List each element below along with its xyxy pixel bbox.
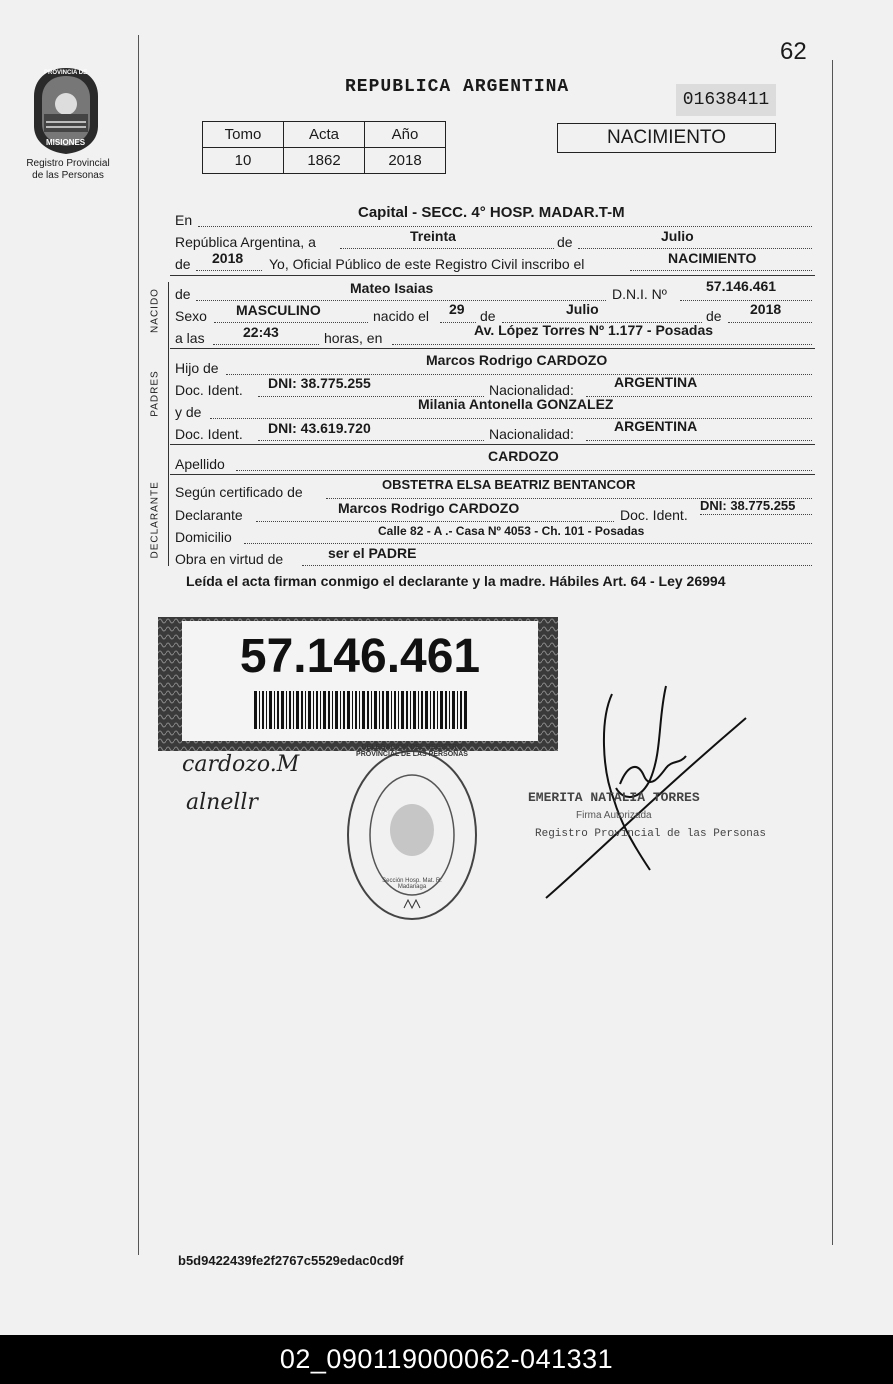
sexo-label: Sexo (175, 308, 207, 324)
section-side-line (168, 282, 169, 566)
handwritten-signature-1: cardozo.M (182, 752, 300, 777)
child-name: Mateo Isaias (350, 280, 434, 296)
father-nat: ARGENTINA (614, 374, 698, 390)
decl-doc-value: DNI: 38.775.255 (700, 498, 796, 513)
father-nac-label: Nacionalidad: (489, 382, 574, 398)
logo-org-line2: de las Personas (32, 170, 104, 181)
nacido-de-label-3: de (706, 308, 722, 324)
yde-label: y de (175, 404, 202, 420)
handwritten-signature-2: alnellr (186, 790, 258, 815)
round-seal-text: DELEGACIÓN DEL REGISTRO PROVINCIAL DE LAS PERSONAS (356, 744, 468, 758)
father-doc: DNI: 38.775.255 (268, 375, 371, 391)
left-margin-line (138, 35, 139, 1255)
dom-dots (244, 543, 812, 544)
apellido-separator (170, 474, 815, 475)
acta-header: Acta (284, 122, 365, 148)
obra-value: ser el PADRE (328, 545, 417, 561)
alas-label: a las (175, 330, 205, 346)
ano-header: Año (365, 122, 446, 148)
tomo-acta-ano-table (202, 121, 446, 174)
nacido-de-label-2: de (480, 308, 496, 324)
decl-dots (256, 521, 614, 522)
birth-day: 29 (449, 301, 465, 317)
de-label-2: de (175, 256, 191, 272)
decl-doc-dots (700, 514, 812, 515)
cert-label: Según certificado de (175, 484, 303, 500)
nacido-el-label: nacido el (373, 308, 430, 324)
nacido-separator (170, 348, 815, 349)
tomo-header: Tomo (203, 122, 284, 148)
mother-doc-dots (258, 440, 484, 441)
obra-label: Obra en virtud de (175, 551, 284, 567)
obra-dots (302, 565, 812, 566)
apellido-value: CARDOZO (488, 448, 559, 464)
barcode-icon (254, 691, 470, 729)
mother-doc-label: Doc. Ident. (175, 426, 243, 442)
acta-value: 1862 (284, 148, 365, 174)
closing-text: Leída el acta firman conmigo el declarante y la madre. Hábiles Art. 64 - Ley 26994 (186, 573, 726, 589)
padres-side-label: PADRES (149, 370, 161, 417)
month-dots (578, 248, 812, 249)
sexo-dots (214, 322, 368, 323)
day-dots (340, 248, 554, 249)
dom-label: Domicilio (175, 529, 232, 545)
official-name: EMERITA NATALIA TORRES (528, 790, 700, 805)
birth-place: Av. López Torres Nº 1.177 - Posadas (474, 322, 714, 338)
registry-logo (30, 66, 102, 156)
apellido-label: Apellido (175, 456, 225, 472)
en-label: En (175, 212, 193, 228)
father-nat-dots (586, 396, 812, 397)
decl-doc-label: Doc. Ident. (620, 507, 688, 523)
sticker-dni-number: 57.146.461 (239, 630, 481, 683)
child-dni: 57.146.461 (706, 278, 777, 294)
day-value: Treinta (410, 228, 456, 244)
cert-value: OBSTETRA ELSA BEATRIZ BENTANCOR (382, 477, 636, 492)
seal-top-text: PROVINCIA DE (44, 70, 88, 76)
mother-nac-label: Nacionalidad: (489, 426, 574, 442)
serial-number: 01638411 (676, 84, 776, 116)
ano-value: 2018 (365, 148, 446, 174)
en-value: Capital - SECC. 4° HOSP. MADAR.T-M (358, 204, 625, 221)
mother-nat-dots (586, 440, 812, 441)
en-dots (198, 226, 812, 227)
birth-day-dots (440, 322, 476, 323)
footer-code: 02_090119000062-041331 (0, 1335, 893, 1384)
hijo-de-label: Hijo de (175, 360, 219, 376)
nacido-de-label: de (175, 286, 191, 302)
logo-org-line1: Registro Provincial (26, 158, 110, 169)
inscribo-value: NACIMIENTO (668, 250, 757, 266)
father-name: Marcos Rodrigo CARDOZO (426, 352, 608, 368)
nacido-side-label: NACIDO (149, 288, 161, 333)
doc-type-box: NACIMIENTO (557, 123, 776, 153)
birth-time: 22:43 (243, 324, 279, 340)
month-value: Julio (661, 228, 694, 244)
dom-value: Calle 82 - A .- Casa Nº 4053 - Ch. 101 - Posadas (378, 524, 645, 538)
intro-separator (170, 275, 815, 276)
dni-sticker (158, 617, 558, 751)
document-hash: b5d9422439fe2f2767c5529edac0cd9f (178, 1253, 404, 1268)
tomo-value: 10 (203, 148, 284, 174)
mother-nat: ARGENTINA (614, 418, 698, 434)
birth-year: 2018 (750, 301, 782, 317)
horas-label: horas, en (324, 330, 383, 346)
padres-separator (170, 444, 815, 445)
de-label-1: de (557, 234, 573, 250)
declarante-side-label: DECLARANTE (149, 481, 161, 559)
father-doc-label: Doc. Ident. (175, 382, 243, 398)
yo-label: Yo, Oficial Público de este Registro Civil inscribo el (269, 256, 585, 272)
birth-month: Julio (566, 301, 599, 317)
mother-doc: DNI: 43.619.720 (268, 420, 371, 436)
place-dots (392, 344, 812, 345)
round-seal (344, 746, 480, 924)
child-sexo: MASCULINO (236, 302, 321, 318)
birth-year-dots (728, 322, 812, 323)
official-role: Firma Autorizada (576, 810, 652, 821)
seal-bottom-text: MISIONES (46, 138, 86, 147)
country-title: REPUBLICA ARGENTINA (345, 77, 570, 97)
page-number: 62 (780, 38, 807, 65)
apellido-dots (236, 470, 812, 471)
decl-value: Marcos Rodrigo CARDOZO (338, 500, 520, 516)
year-value: 2018 (212, 250, 244, 266)
decl-label: Declarante (175, 507, 243, 523)
year-dots (196, 270, 262, 271)
mother-dots (210, 418, 812, 419)
time-dots (213, 344, 319, 345)
official-org: Registro Provincial de las Personas (535, 828, 767, 840)
mother-name: Milania Antonella GONZALEZ (418, 396, 614, 412)
dni-label: D.N.I. Nº (612, 286, 667, 302)
round-seal-icon (344, 746, 480, 924)
republica-label: República Argentina, a (175, 234, 316, 250)
inscribo-dots (630, 270, 812, 271)
right-margin-line (832, 60, 833, 1245)
dni-dots (680, 300, 812, 301)
name-dots (196, 300, 606, 301)
round-seal-inner-text: Sección Hosp. Mat. R. Madariaga (382, 878, 442, 890)
